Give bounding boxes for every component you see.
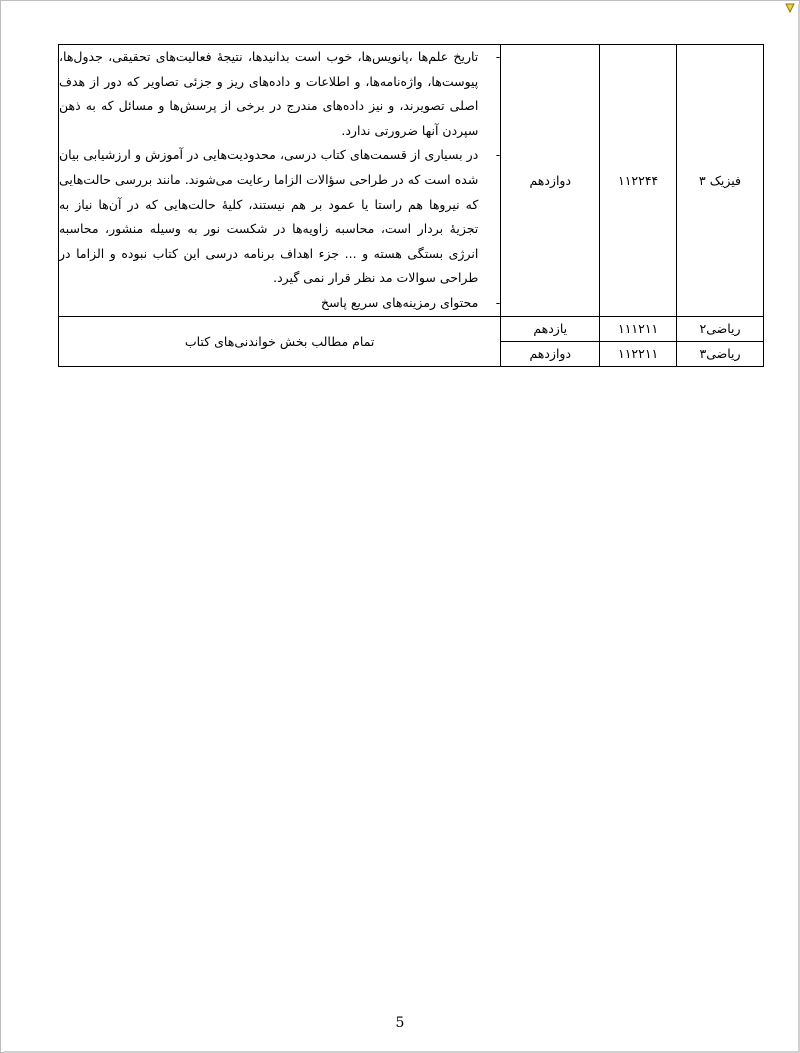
corner-marker-icon [785,3,795,13]
course-grade: یازدهم [501,316,600,341]
table-row [59,45,764,317]
excluded-content-cell [59,45,501,317]
course-grade: دوازدهم [501,45,600,317]
table-row [59,316,764,341]
bullet-dash: - [495,147,501,163]
syllabus-table [58,44,764,367]
course-name: ریاضی۳ [677,341,764,366]
course-name: فیزیک ۳ [677,45,764,317]
list-item-text: تاریخ علم‌ها ،پانویس‌ها، خوب است بدانیدها، نتیجهٔ فعالیت‌های تحقیقی، جدول‌ها، پیوست‌ها، واژه‌نامه‌ها، و اطلاعات و داده‌های ریز و جزئی تصاویر که دور از هدف اصلی تصویرند، و نیز داده‌های مندرج در برخی از پرسش‌ها و مسائل که به ذهن سپردن آنها ضرورتی ندارد. [59,49,479,138]
list-item-text: در بسیاری از قسمت‌های کتاب درسی، محدودیت‌هایی در آموزش و ارزشیابی بیان شده است که در طراحی سؤالات الزاما رعایت می‌شوند. مانند بررسی حالت‌هایی که نیروها هم راستا یا عمود بر هم نیستند، کلیهٔ حالت‌هایی که در آن‌ها نیاز به تجزیهٔ بردار است، محاسبه زاویه‌ها در شکست نور به وسیله منشور، محاسبه انرژی بستگی هسته و ... جزء اهداف برنامه درسی این کتاب نبوده و الزاما در طراحی سوالات مد نظر قرار نمی گیرد. [59,147,479,286]
bullet-dash: - [495,294,501,310]
list-item-text: محتوای رمزینه‌های سریع پاسخ [321,294,479,310]
list-item [59,143,500,291]
list-item [59,291,500,316]
course-code: ۱۱۲۲۱۱ [600,341,677,366]
course-code: ۱۱۱۲۱۱ [600,316,677,341]
course-grade: دوازدهم [501,341,600,366]
course-code: ۱۱۲۲۴۴ [600,45,677,317]
bullet-dash: - [495,49,501,64]
list-item [59,45,500,143]
course-name: ریاضی۲ [677,316,764,341]
shared-description: تمام مطالب بخش خواندنی‌های کتاب [59,316,501,366]
page-number: 5 [395,1015,405,1031]
